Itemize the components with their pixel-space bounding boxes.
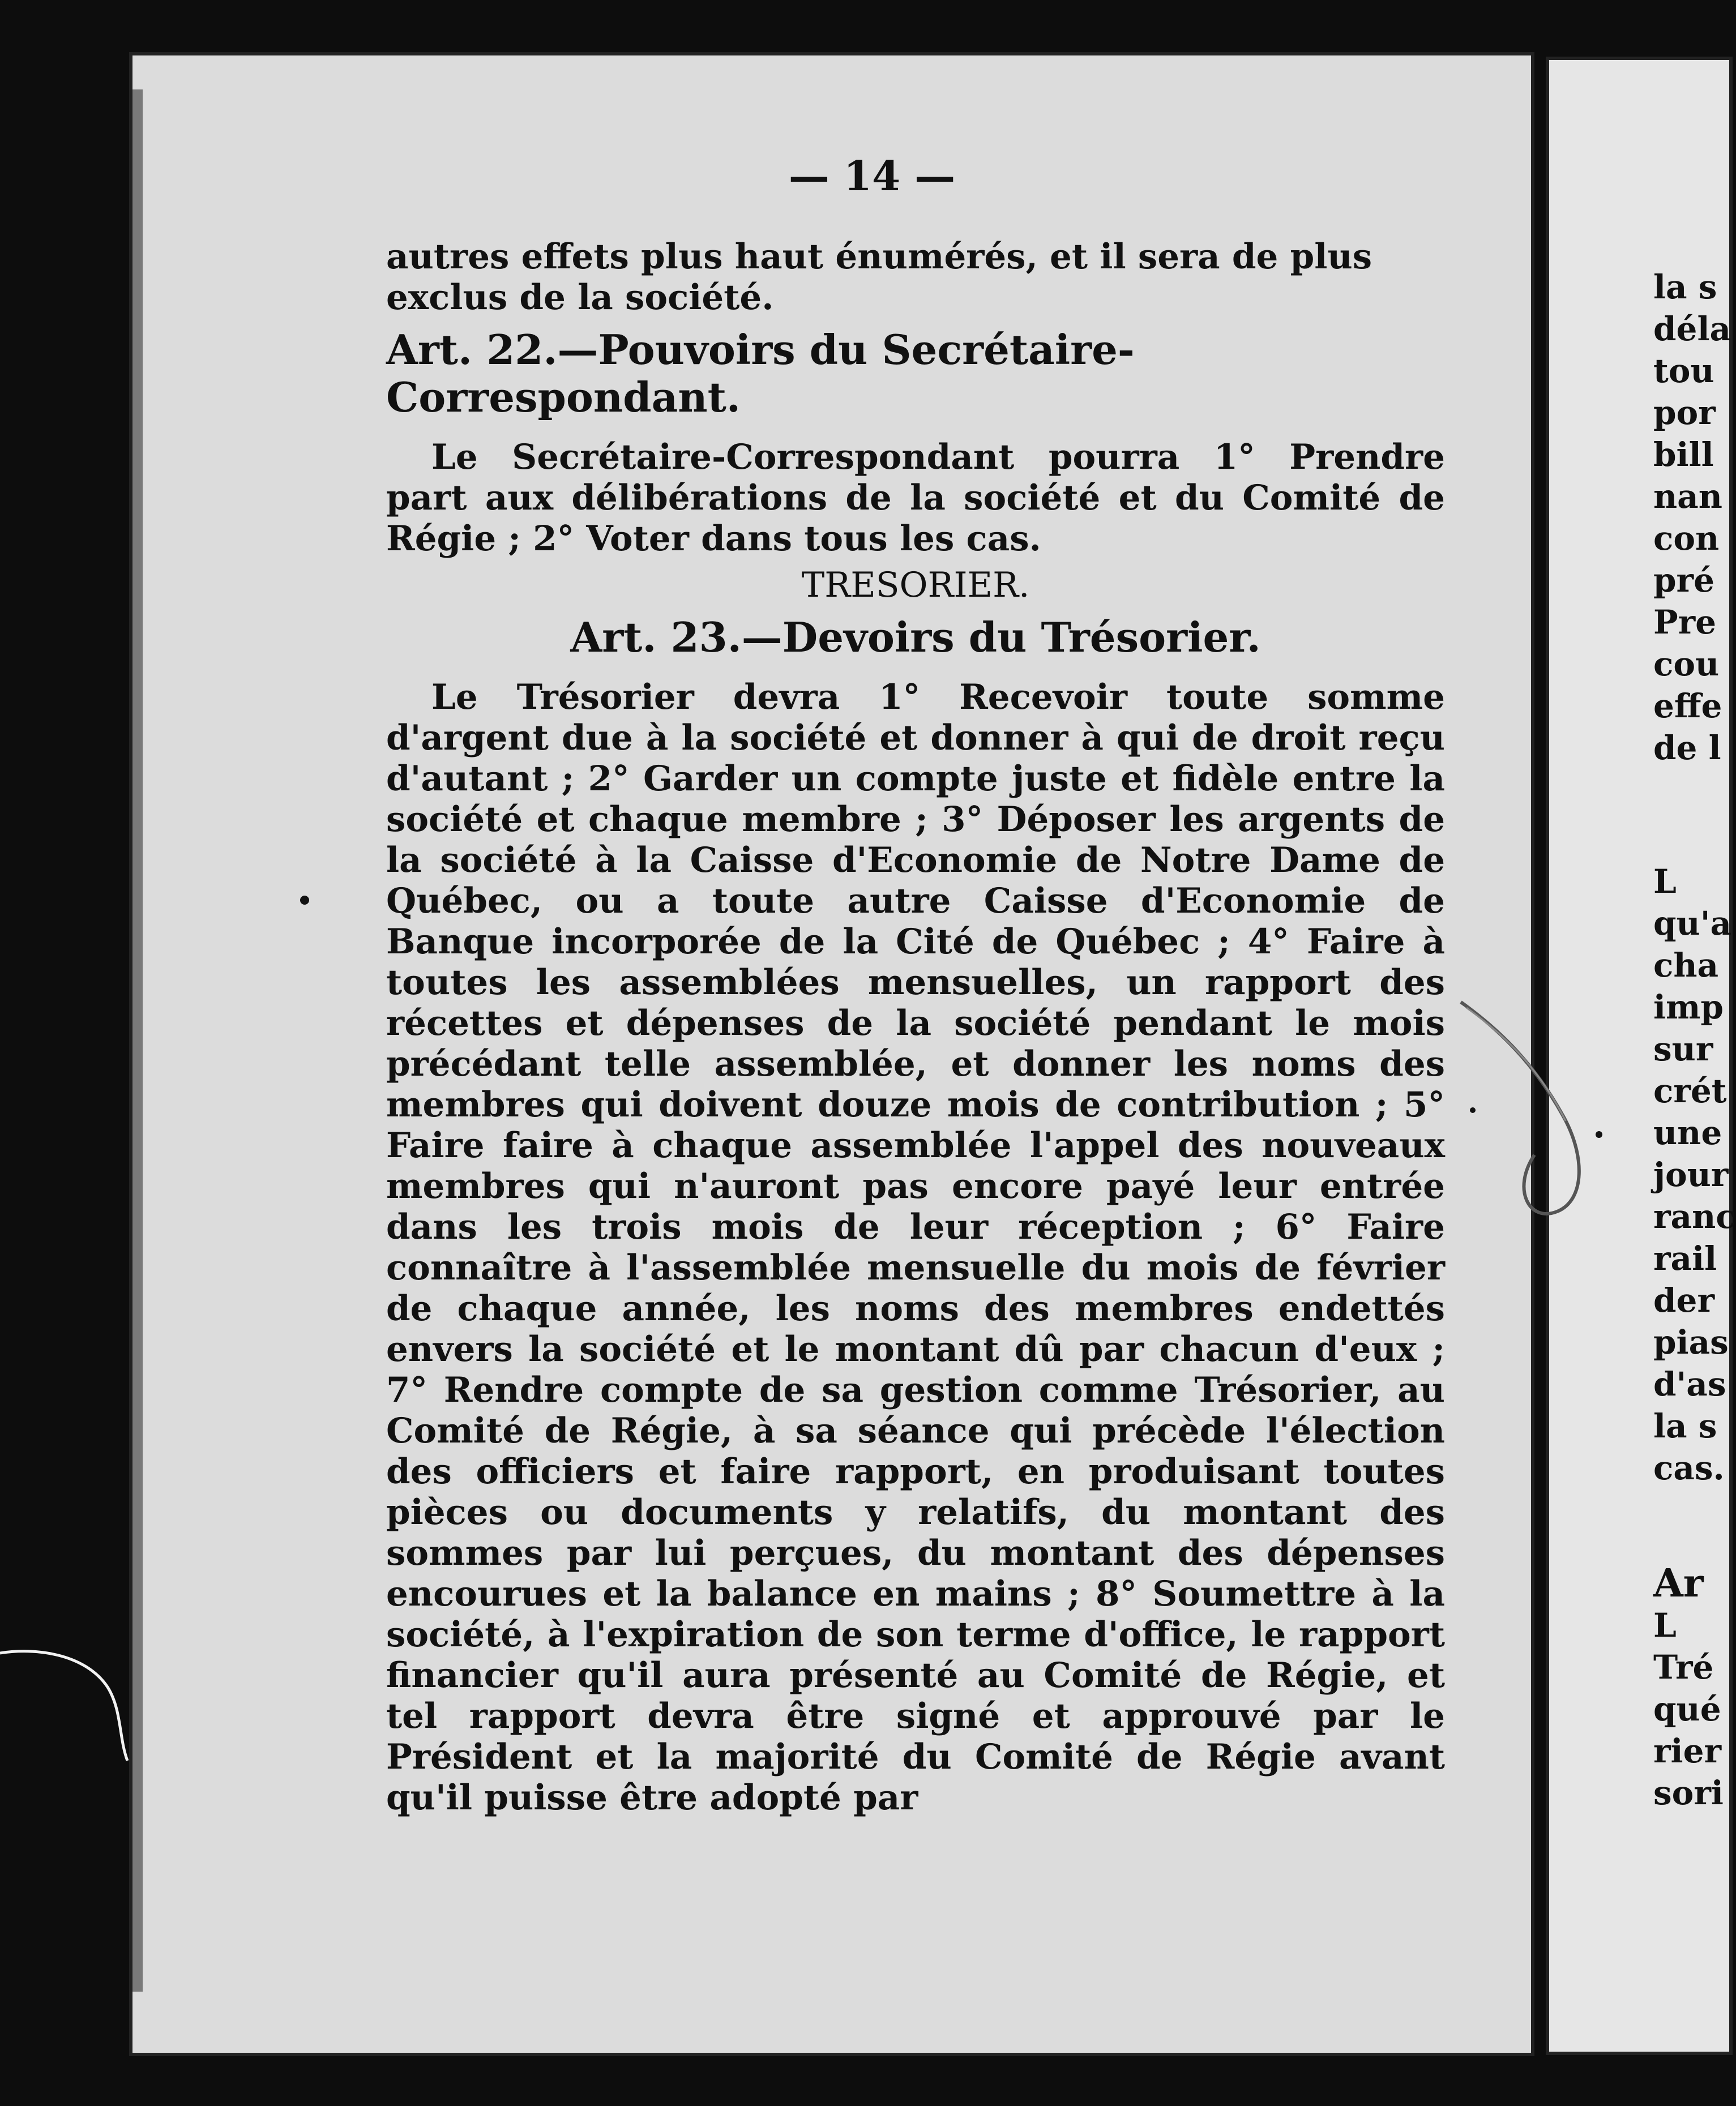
adjacent-page-fragment-2	[1653, 861, 1736, 1489]
fragment-line: pré	[1653, 561, 1715, 600]
fragment-line: tou	[1653, 352, 1714, 390]
fragment-line: la s	[1653, 1407, 1717, 1445]
loose-thread	[0, 1642, 136, 1766]
fragment-line: la s	[1653, 268, 1717, 306]
fragment-line: cas.	[1653, 1449, 1725, 1487]
article-23-heading: Art. 23.—Devoirs du Trésorier.	[570, 613, 1261, 661]
fragment-line: cou	[1653, 645, 1720, 683]
ink-speck	[1470, 1107, 1476, 1113]
fragment-line: cha	[1653, 946, 1719, 984]
fragment-line: de l	[1653, 729, 1721, 767]
fragment-line: crét	[1653, 1072, 1727, 1110]
ink-speck	[300, 896, 309, 905]
fragment-line: con	[1653, 519, 1720, 558]
fragment-line: sur	[1653, 1030, 1713, 1068]
fragment-line: qu'a	[1653, 904, 1732, 943]
fragment-line: imp	[1653, 988, 1724, 1026]
article-23-body: Le Trésorier devra 1° Recevoir toute somme d'argent due à la société et donner à qui de droit reçu d'autant ; 2° Garder un compte juste et fidèle entre la société et chaque membre ; 3° Déposer les argents de la société à la Caisse d'Economie de Notre Dame de Québec, ou a toute autre Caisse d'Economie de Banque incorporée de la Cité de Québec ; 4° Faire à toutes les assemblées mensuelles, un rapport des récettes et dépenses de la société pendant le mois précédant telle assemblée, et donner les noms des membres qui doivent douze mois de contribution ; 5° Faire faire à chaque assemblée l'appel des nouveaux membres qui n'auront pas encore payé leur entrée dans les trois mois de leur réception ; 6° Faire connaître à l'assemblée mensuelle du mois de février de chaque année, les noms des membres endettés envers la société et le montant dû par chacun d'eux ; 7° Rendre compte de sa gestion comme Trésorier, au Comité de Régie, à sa séance qui précède l'élection des officiers et faire rapport, en produisant toutes pièces ou documents y relatifs, du montant des sommes par lui perçues, du montant des dépenses encourues et la balance en mains ; 8° Soumettre à la société, à l'expiration de son terme d'office, le rapport financier qu'il aura présenté au Comité de Régie, et tel rapport devra être signé et approuvé par le Président et la majorité du Comité de Régie avant qu'il puisse être adopté par	[386, 677, 1445, 1818]
fragment-line: Pre	[1653, 603, 1717, 641]
continuation-line-2: exclus de la société.	[386, 277, 774, 318]
page-text	[386, 237, 1445, 1818]
fragment-line: nan	[1653, 477, 1722, 516]
fragment-line: déla	[1653, 310, 1731, 348]
continuation-line-1: autres effets plus haut énumérés, et il sera de plus	[386, 237, 1372, 277]
fragment-heading: Ar	[1653, 1561, 1704, 1606]
fragment-line: ranc	[1653, 1197, 1736, 1236]
fragment-line: d'as	[1653, 1365, 1726, 1403]
article-22-heading: Art. 22.—Pouvoirs du Secrétaire-Correspondant.	[386, 326, 1135, 421]
adjacent-page-fragment-1	[1653, 266, 1731, 769]
fragment-line: Tré	[1653, 1648, 1714, 1686]
adjacent-page-fragment-3	[1653, 1563, 1727, 1814]
fragment-line: L	[1653, 1606, 1677, 1645]
article-22-body: Le Secrétaire-Correspondant pourra 1° Prendre part aux délibérations de la société et du Comité de Régie ; 2° Voter dans tous les cas.	[386, 437, 1445, 559]
binding-string-mark	[1449, 985, 1597, 1223]
page-number: — 14 —	[788, 152, 956, 200]
fragment-line: rier	[1653, 1732, 1722, 1770]
fragment-line: L	[1653, 862, 1677, 901]
section-title-tresorier: TRESORIER.	[801, 565, 1030, 605]
fragment-line: por	[1653, 393, 1716, 432]
fragment-line: bill	[1653, 435, 1714, 474]
ink-speck	[1596, 1131, 1602, 1138]
fragment-line: jour	[1653, 1155, 1729, 1194]
fragment-line: pias	[1653, 1323, 1729, 1362]
fragment-line: qué	[1653, 1690, 1721, 1728]
fragment-line: une	[1653, 1114, 1722, 1152]
fragment-line: rail	[1653, 1239, 1717, 1278]
fragment-line: sori	[1653, 1774, 1724, 1812]
fragment-line: der	[1653, 1281, 1715, 1320]
fragment-line: effe	[1653, 687, 1722, 725]
